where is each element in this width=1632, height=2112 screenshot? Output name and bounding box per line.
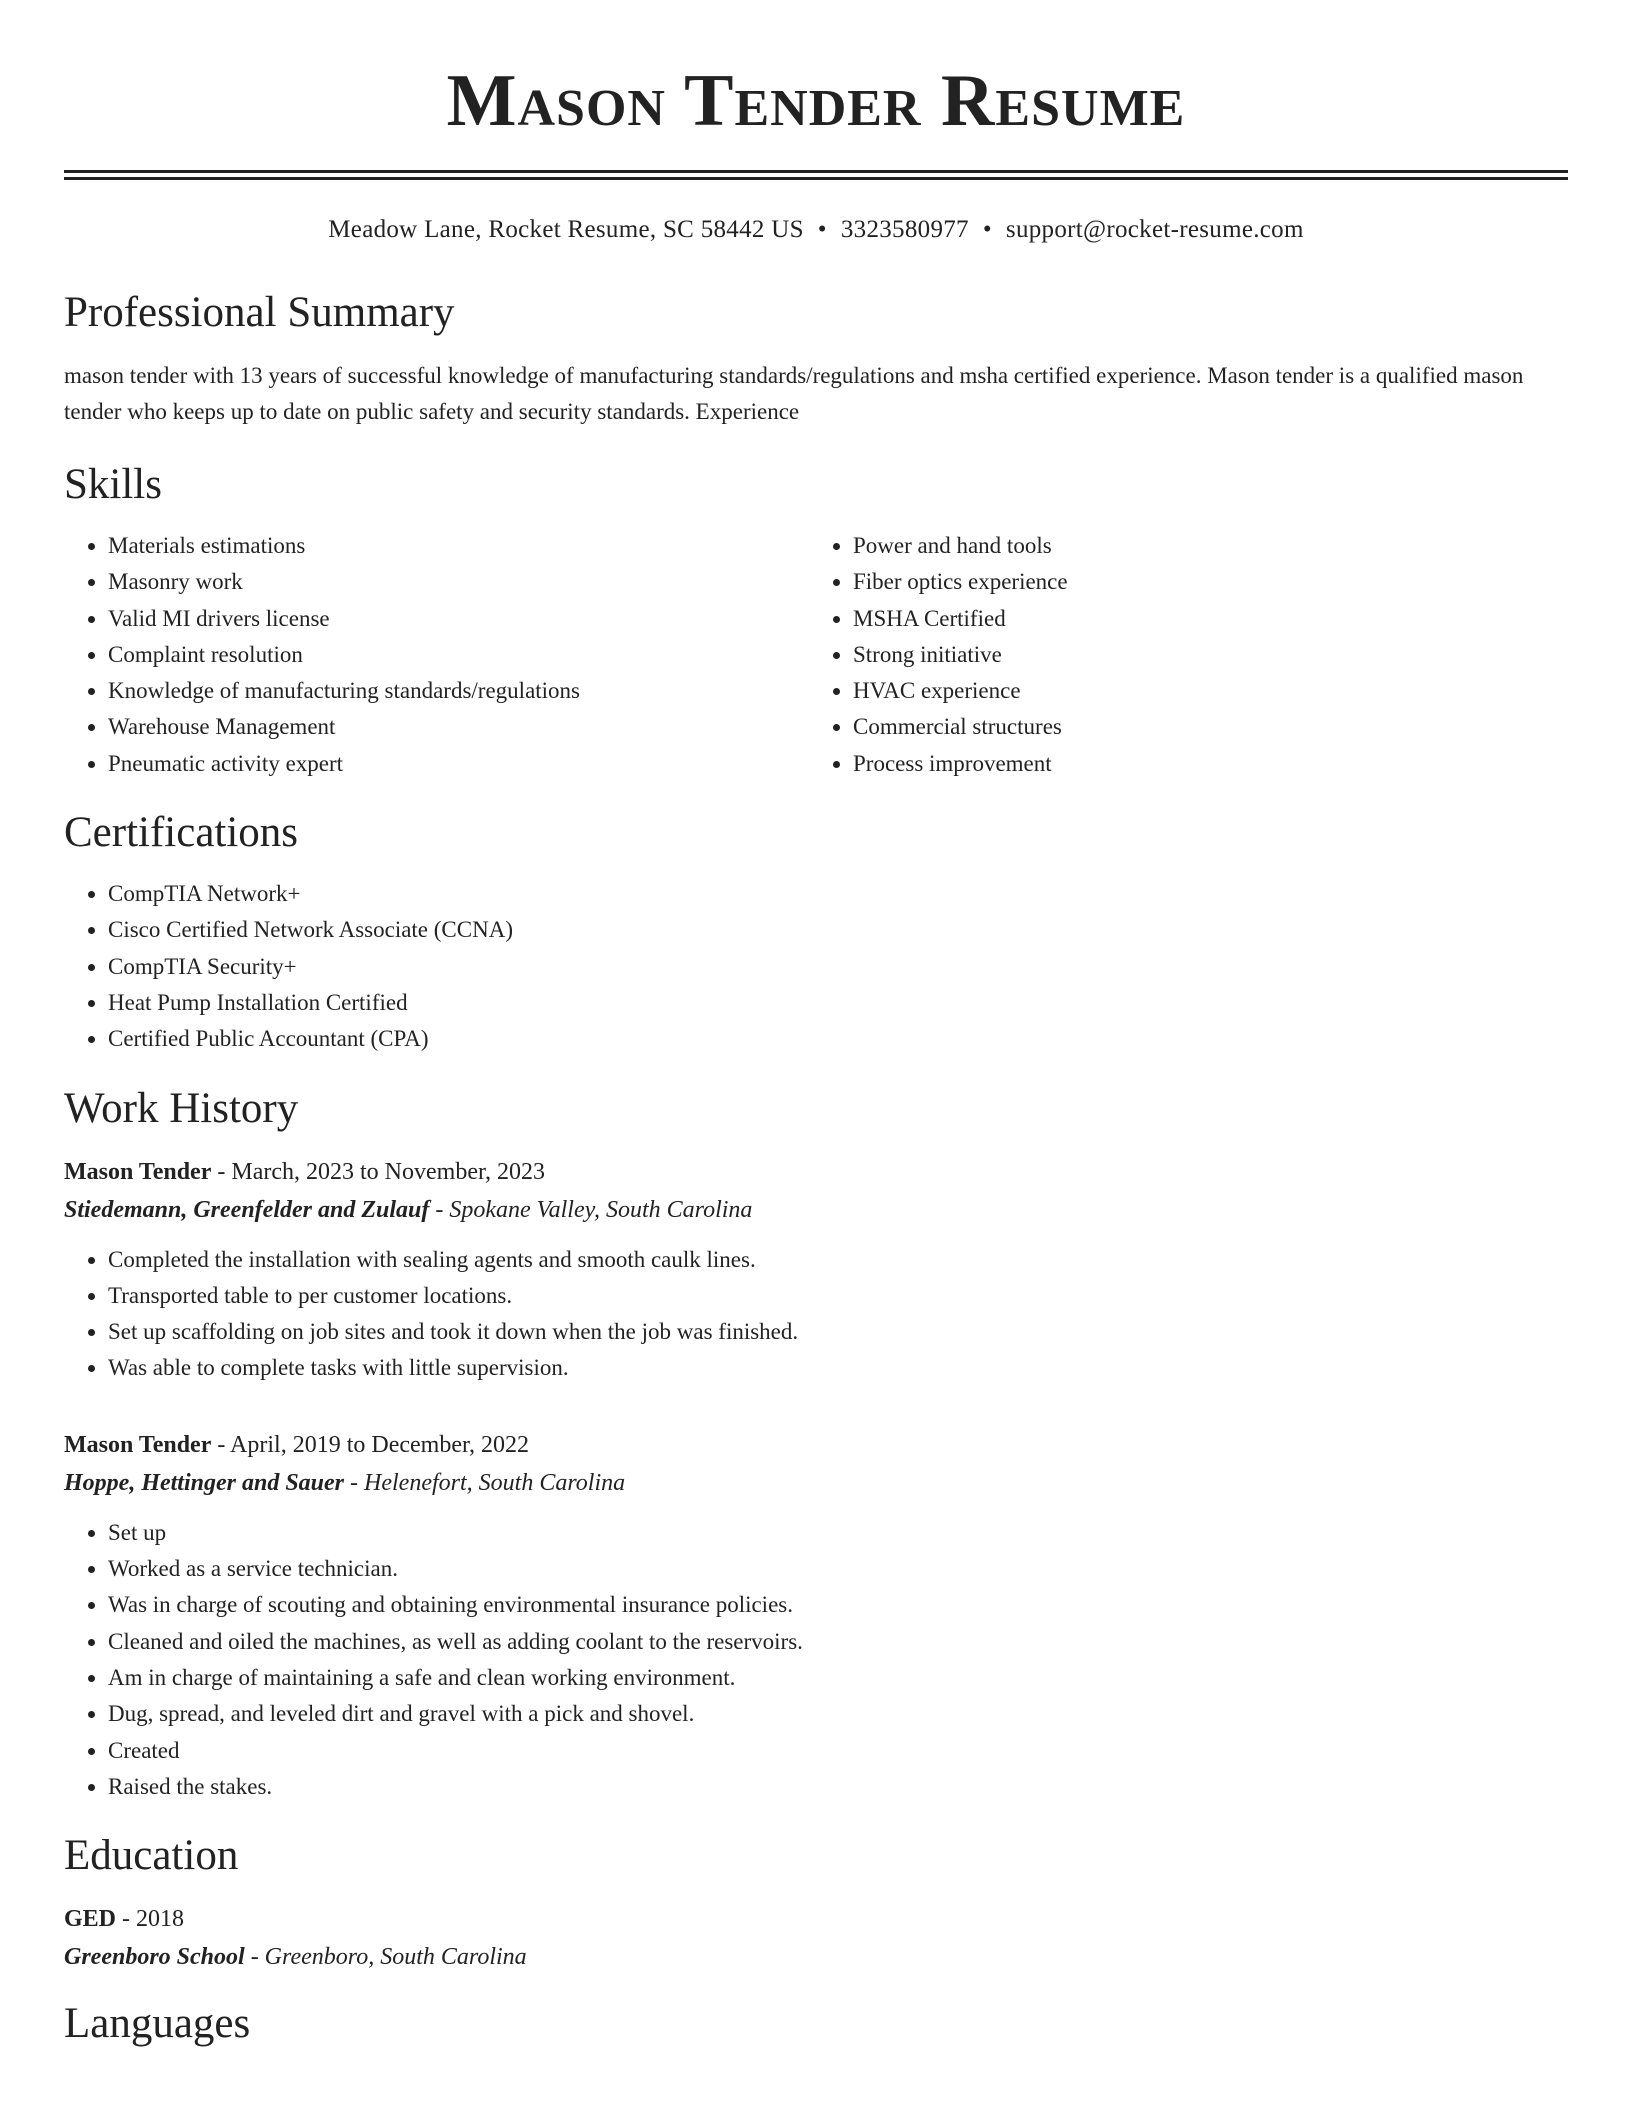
job-duty-item: • Am in charge of maintaining a safe and clean working environment. (108, 1660, 1568, 1696)
section-heading-education: Education (64, 1832, 239, 1880)
section-heading-certifications: Certifications (64, 809, 299, 857)
skill-item: • Process improvement (853, 746, 1553, 782)
skill-item: • Complaint resolution (108, 637, 808, 673)
skill-item: • Knowledge of manufacturing standards/regulations (108, 673, 808, 709)
certification-item: • Heat Pump Installation Certified (108, 985, 1568, 1021)
job-title: Mason Tender (64, 1431, 212, 1458)
contact-separator: • (982, 216, 992, 243)
education-degree: GED (64, 1906, 117, 1933)
contact-line (64, 214, 1568, 246)
section-heading-languages: Languages (64, 2000, 251, 2048)
work-history-section (64, 1084, 1568, 1806)
education-location: - Greenboro, South Carolina (244, 1944, 527, 1971)
certification-item: • Certified Public Accountant (CPA) (108, 1021, 1568, 1057)
languages-section (64, 1999, 1568, 2049)
skill-item: • Pneumatic activity expert (108, 746, 808, 782)
certifications-section (64, 808, 1568, 1057)
job-duty-item: • Set up scaffolding on job sites and took it down when the job was finished. (108, 1314, 1568, 1350)
skill-item: • Strong initiative (853, 637, 1553, 673)
summary-text: mason tender with 13 years of successful knowledge of manufacturing standards/regulations and msha certified experience. Mason tender is a qualified mason tender who keeps up to date on public safety and security standards. Experience (64, 363, 1524, 424)
job-company: Stiedemann, Greenfelder and Zulauf (64, 1196, 430, 1223)
professional-summary-section (64, 288, 1568, 430)
section-heading-skills: Skills (64, 461, 162, 508)
certifications-list (64, 876, 1568, 1057)
certification-item: • Cisco Certified Network Associate (CCNA) (108, 912, 1568, 948)
certification-item: • CompTIA Security+ (108, 949, 1568, 985)
education-year: - 2018 (116, 1906, 185, 1933)
skill-item: • Fiber optics experience (853, 564, 1553, 600)
section-heading-summary: Professional Summary (64, 289, 455, 336)
job-duty-item: • Set up (108, 1515, 1568, 1551)
job-location: - Spokane Valley, South Carolina (429, 1196, 753, 1223)
job-title-line (64, 1427, 1568, 1463)
job-duty-item: • Cleaned and oiled the machines, as well as adding coolant to the reservoirs. (108, 1624, 1568, 1660)
job-duty-item: • Transported table to per customer locations. (108, 1278, 1568, 1314)
job-duty-item: • Dug, spread, and leveled dirt and gravel with a pick and shovel. (108, 1696, 1568, 1732)
contact-phone: 3323580977 (840, 216, 969, 243)
job-duty-item: • Worked as a service technician. (108, 1551, 1568, 1587)
job-duties-list (64, 1242, 1568, 1387)
job-company: Hoppe, Hettinger and Sauer (64, 1469, 345, 1496)
skills-list-right (808, 528, 1553, 782)
skill-item: • Masonry work (108, 564, 808, 600)
education-section (64, 1831, 1568, 1977)
job-duty-item: • Was in charge of scouting and obtaining environmental insurance policies. (108, 1587, 1568, 1623)
resume-title: Mason Tender Resume (446, 60, 1186, 142)
skills-grid (64, 528, 1568, 782)
skills-section (64, 460, 1568, 782)
certification-item: • CompTIA Network+ (108, 876, 1568, 912)
job-title-line (64, 1154, 1568, 1190)
job-entry (64, 1154, 1568, 1387)
skills-list-left (64, 528, 808, 782)
education-entry (64, 1901, 1568, 1977)
job-duty-item: • Completed the installation with sealing agents and smooth caulk lines. (108, 1242, 1568, 1278)
education-school: Greenboro School (64, 1944, 245, 1971)
education-school-line (64, 1937, 1568, 1977)
education-degree-line (64, 1901, 1568, 1937)
skill-item: • Power and hand tools (853, 528, 1553, 564)
skill-item: • HVAC experience (853, 673, 1553, 709)
job-dates: - March, 2023 to November, 2023 (211, 1158, 546, 1185)
contact-address: Meadow Lane, Rocket Resume, SC 58442 US (328, 216, 804, 243)
job-duty-item: • Raised the stakes. (108, 1769, 1568, 1805)
skill-item: • Commercial structures (853, 709, 1553, 745)
skill-item: • Warehouse Management (108, 709, 808, 745)
job-company-line (64, 1463, 1568, 1503)
job-duty-item: • Was able to complete tasks with little supervision. (108, 1350, 1568, 1386)
skill-item: • Valid MI drivers license (108, 601, 808, 637)
job-company-line (64, 1190, 1568, 1230)
job-title: Mason Tender (64, 1158, 212, 1185)
job-location: - Helenefort, South Carolina (344, 1469, 626, 1496)
section-heading-work-history: Work History (64, 1084, 299, 1132)
job-duties-list (64, 1515, 1568, 1805)
job-entry (64, 1427, 1568, 1805)
title-double-rule (64, 170, 1568, 180)
contact-email: support@rocket-resume.com (1005, 216, 1304, 243)
job-dates: - April, 2019 to December, 2022 (211, 1431, 530, 1458)
job-duty-item: • Created (108, 1733, 1568, 1769)
skill-item: • MSHA Certified (853, 601, 1553, 637)
skill-item: • Materials estimations (108, 528, 808, 564)
contact-separator: • (817, 216, 827, 243)
